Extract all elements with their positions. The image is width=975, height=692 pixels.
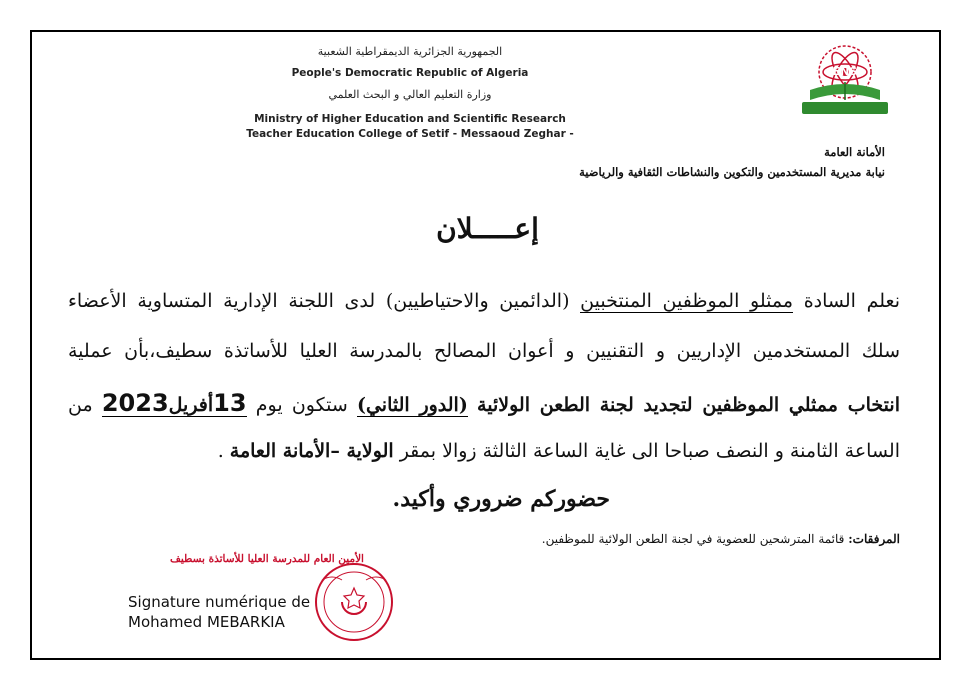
election-year: 2023 [101, 389, 169, 417]
official-stamp-icon [308, 560, 400, 644]
body-line-4 [68, 436, 900, 466]
stamp-title: الأمين العام للمدرسة العليا للأساتذة بسطيف [170, 553, 364, 565]
attendance-note: حضوركم ضروري وأكيد. [392, 486, 610, 512]
attachments [542, 532, 900, 546]
body-line-3-b: (الدور الثاني) [356, 394, 468, 416]
body-line-1-b: ممثلو الموظفين المنتخبين [580, 290, 794, 312]
attachments-label: المرفقات: [848, 532, 900, 546]
attachments-text: قائمة المترشحين للعضوية في لجنة الطعن الولائية للموظفين. [541, 532, 845, 546]
body-line-1 [68, 286, 900, 316]
college-logo-icon [790, 38, 900, 120]
body-line-3-d: من [68, 394, 93, 416]
election-day: 13 [213, 389, 247, 417]
announcement-title: إعـــــلان [436, 212, 539, 245]
body-line-4-c: . [217, 440, 224, 462]
body-line-1-c: (الدائمين والاحتياطيين) لدى اللجنة الإدارية المتساوية الأعضاء [68, 290, 570, 312]
body-line-2: سلك المستخدمين الإداريين و التقنيين و أعوان المصالح بالمدرسة العليا للأساتذة سطيف،بأن عملية [68, 340, 900, 362]
logo-label: ENS [832, 65, 858, 78]
signature-name: Mohamed MEBARKIA [128, 613, 285, 631]
body-line-3-a: انتخاب ممثلي الموظفين لتجديد لجنة الطعن الولائية [477, 394, 900, 416]
election-date [101, 389, 247, 417]
header-ministry-en: Ministry of Higher Education and Scientific Research [254, 113, 566, 125]
header-republic-ar: الجمهورية الجزائرية الديمقراطية الشعبية [317, 45, 503, 58]
secretariat-subtitle: نيابة مديرية المستخدمين والتكوين والنشاطات الثقافية والرياضية [579, 165, 885, 179]
body-line-1-a: نعلم السادة [803, 290, 900, 312]
secretariat-title: الأمانة العامة [824, 145, 885, 159]
header-ministry-ar: وزارة التعليم العالي و البحث العلمي [328, 88, 492, 101]
body-line-3-c: ستكون يوم [255, 394, 348, 416]
body-line-4-a: الساعة الثامنة و النصف صباحا الى غاية الساعة الثالثة زوالا بمقر [399, 440, 900, 462]
header-republic-en: People's Democratic Republic of Algeria [291, 67, 529, 79]
header-college-en: Teacher Education College of Setif - Messaoud Zeghar - [246, 128, 574, 140]
digital-signature [128, 592, 310, 632]
body-line-3 [68, 388, 900, 420]
body-line-4-b: الولاية –الأمانة العامة [229, 440, 394, 462]
election-month: أفريل [168, 394, 214, 416]
signature-line-1: Signature numérique de [128, 593, 311, 611]
